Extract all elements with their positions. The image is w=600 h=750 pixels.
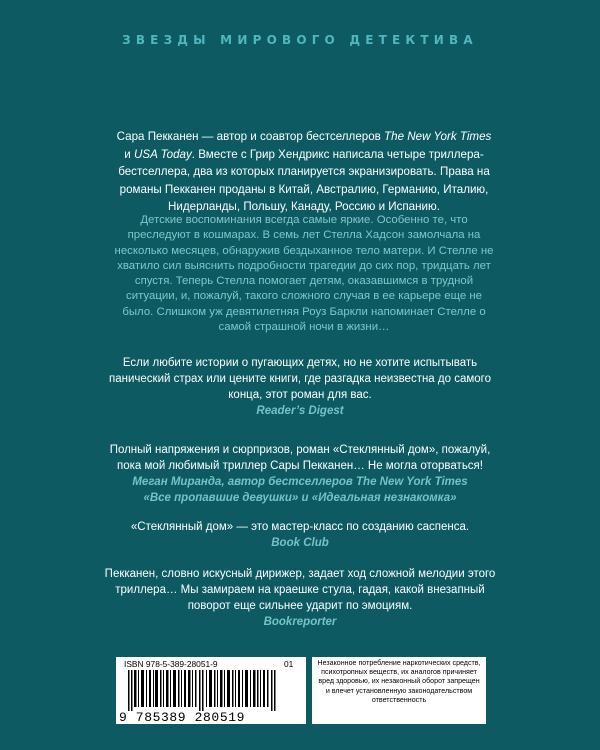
quote-text: Полный напряжения и сюрпризов, роман «Стеклянный дом», пожалуй, пока мой любимый триллер Сары Пекканен… Не могла оторваться!: [109, 444, 491, 472]
quote-source: Bookreporter: [263, 616, 337, 628]
author-bio: [114, 128, 494, 216]
author-bio-text-3: . Вместе с Грир Хендрикс написала четыре триллера-бестселлера, два из которых планируется экранизировать. Права на романы Пекканен проданы в Китай, Австралию, Германию, Италию, Нидерланды, Польшу, Канаду, Россию и Испанию.: [118, 147, 490, 213]
barcode-block: [116, 657, 306, 724]
barcode-bars-icon: [128, 670, 278, 711]
usa-today-title: USA Today: [133, 147, 192, 161]
quote-text: Пекканен, словно искусный дирижер, задает ход сложной мелодии этого триллера… Мы замираем на краешке стула, гадая, какой внезапный поворот еще сильнее ударит по эмоциям.: [104, 568, 496, 612]
review-quote-3: [100, 519, 500, 551]
quote-source: Reader’s Digest: [256, 405, 344, 417]
review-quote-1: [100, 355, 500, 419]
barcode-suffix: 01: [284, 659, 294, 669]
quote-source: Book Club: [271, 537, 329, 549]
nyt-title: The New York Times: [384, 130, 492, 143]
quote-text: «Стеклянный дом» — это мастер-класс по созданию саспенса.: [130, 521, 470, 533]
quote-source: Меган Миранда, автор бестселлеров The New York Times: [132, 476, 468, 488]
isbn-number: ISBN 978-5-389-28051-9: [124, 659, 218, 669]
review-quote-2: [100, 442, 500, 506]
series-title: ЗВЕЗДЫ МИРОВОГО ДЕТЕКТИВА: [122, 33, 478, 47]
review-quote-4: [100, 566, 500, 630]
author-bio-text-2: и: [124, 147, 134, 161]
book-annotation: Детские воспоминания всегда самые яркие. Особенно те, что преследуют в кошмарах. В семь лет Стелла Хадсон замолчала на несколько месяцев, обнаружив бездыханное тело матери. И Стелле не хватило сил выяснить подробности трагедии до сих пор, тридцать лет спустя. Теперь Стелла помогает детям, оказавшимся в трудной ситуации, и, пожалуй, такого сложного случая в ее карьере еще не было. Слишком уж девятилетняя Роуз Баркли напоминает Стелле о самой страшной ночи в жизни…: [114, 214, 494, 334]
barcode-digits: 9 785389 280519: [119, 710, 246, 725]
health-warning: Незаконное потребление наркотических средств, психотропных веществ, их аналогов причиняет вред здоровью, их незаконный оборот запрещен и влечет установленную законодательством ответственность: [312, 657, 486, 724]
author-bio-text-1: Сара Пекканен — автор и соавтор бестселлеров: [116, 130, 385, 143]
quote-text: Если любите истории о пугающих детях, но не хотите испытывать панический страх или цените книги, где разгадка неизвестна до самого конца, этот роман для вас.: [109, 357, 491, 401]
quote-source-books: «Все пропавшие девушки» и «Идеальная незнакомка»: [143, 492, 457, 504]
